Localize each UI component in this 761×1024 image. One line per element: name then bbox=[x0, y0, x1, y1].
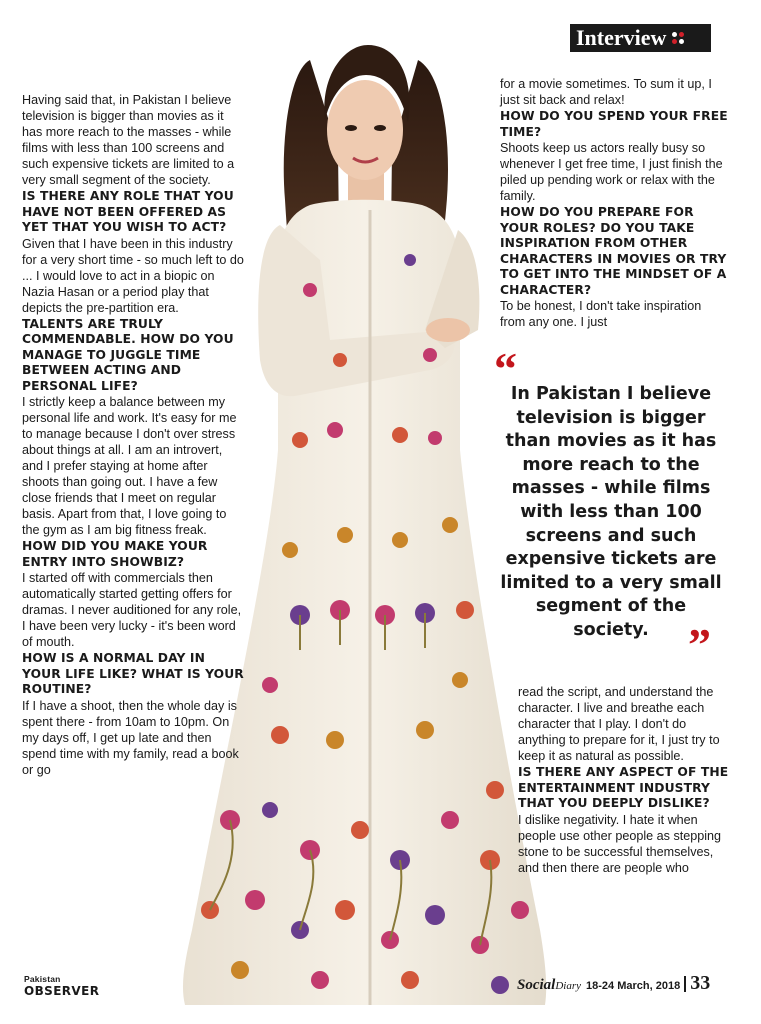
question-heading: HOW IS A NORMAL DAY IN YOUR LIFE LIKE? WHAT IS YOUR ROUTINE? bbox=[22, 651, 244, 696]
question-heading: HOW DO YOU PREPARE FOR YOUR ROLES? DO YOU TAKE INSPIRATION FROM OTHER CHARACTERS IN MOVIES OR TRY TO GET INTO THE MINDSET OF A CHARACTER? bbox=[500, 205, 727, 297]
pull-quote: In Pakistan I believe television is bigger than movies as it has more reach to the masses - while films with less than 100 screens and such expensive tickets are limited to a very small segment of the society. bbox=[500, 384, 722, 640]
answer-paragraph: I strictly keep a balance between my personal life and work. It's easy for me to manage because I don't over stress about things at all. I am an introvert, and I prefer staying at home after shoots than going out. I have a few close friends that I meet on regular basis. Apart from that, I love going to the gym as I am big fitness freak. bbox=[22, 395, 237, 537]
answer-paragraph: Shoots keep us actors really busy so whenever I get free time, I just finish the piled up pending work or relax with the family. bbox=[500, 141, 723, 203]
answer-paragraph: Given that I have been in this industry for a very short time - so much left to do ... I would love to act in a biopic on Nazia Hasan or a period play that depicts the pre-partition era. bbox=[22, 236, 244, 315]
question-heading: IS THERE ANY ASPECT OF THE ENTERTAINMENT INDUSTRY THAT YOU DEEPLY DISLIKE? bbox=[518, 765, 729, 810]
answer-paragraph: If I have a shoot, then the whole day is spent there - from 10am to 10pm. On my days off, I get up late and then spend time with my family, read a book or go bbox=[22, 698, 239, 777]
right-bottom-column bbox=[518, 684, 730, 876]
magazine-name-suffix: Diary bbox=[555, 980, 582, 992]
publisher-logo bbox=[24, 975, 99, 997]
section-tag bbox=[570, 24, 711, 52]
answer-paragraph: for a movie sometimes. To sum it up, I just sit back and relax! bbox=[500, 77, 712, 107]
page-number: 33 bbox=[690, 972, 711, 994]
answer-paragraph: To be honest, I don't take inspiration from any one. I just bbox=[500, 299, 702, 329]
question-heading: TALENTS ARE TRULY COMMENDABLE. HOW DO YOU MANAGE TO JUGGLE TIME BETWEEN ACTING AND PERSONAL LIFE? bbox=[22, 316, 234, 393]
publisher-line2: OBSERVER bbox=[24, 983, 100, 998]
dots-icon bbox=[672, 32, 684, 44]
publisher-line1: Pakistan bbox=[24, 974, 61, 984]
left-column bbox=[22, 92, 244, 778]
issue-date: 18-24 March, 2018 bbox=[586, 980, 681, 992]
answer-paragraph: read the script, and understand the character. I live and breathe each character that I play. I don't do anything to prepare for it, I just try to keep it as natural as possible. bbox=[518, 685, 720, 763]
question-heading: HOW DO YOU SPEND YOUR FREE TIME? bbox=[500, 109, 728, 139]
section-tag-label: Interview bbox=[576, 25, 667, 50]
open-quote-icon: “ bbox=[494, 343, 517, 394]
answer-paragraph: I started off with commercials then automatically started getting offers for dramas. I never auditioned for any role, I have been very lucky - it's been word of mouth. bbox=[22, 571, 242, 649]
answer-paragraph: I dislike negativity. I hate it when people use other people as stepping stone to be successful themselves, and then there are people who bbox=[518, 812, 722, 875]
footer-divider bbox=[684, 976, 686, 992]
page-footer bbox=[517, 972, 710, 995]
question-heading: HOW DID YOU MAKE YOUR ENTRY INTO SHOWBIZ? bbox=[22, 539, 208, 569]
magazine-name: Social bbox=[517, 977, 556, 993]
close-quote-icon: ” bbox=[688, 619, 711, 670]
right-top-column bbox=[500, 76, 728, 330]
question-heading: IS THERE ANY ROLE THAT YOU HAVE NOT BEEN OFFERED AS YET THAT YOU WISH TO ACT? bbox=[22, 189, 234, 234]
answer-paragraph: Having said that, in Pakistan I believe television is bigger than movies as it has more reach to the masses - while films with less than 100 screens and such expensive tickets are limited to a very small segment of the society. bbox=[22, 93, 235, 187]
